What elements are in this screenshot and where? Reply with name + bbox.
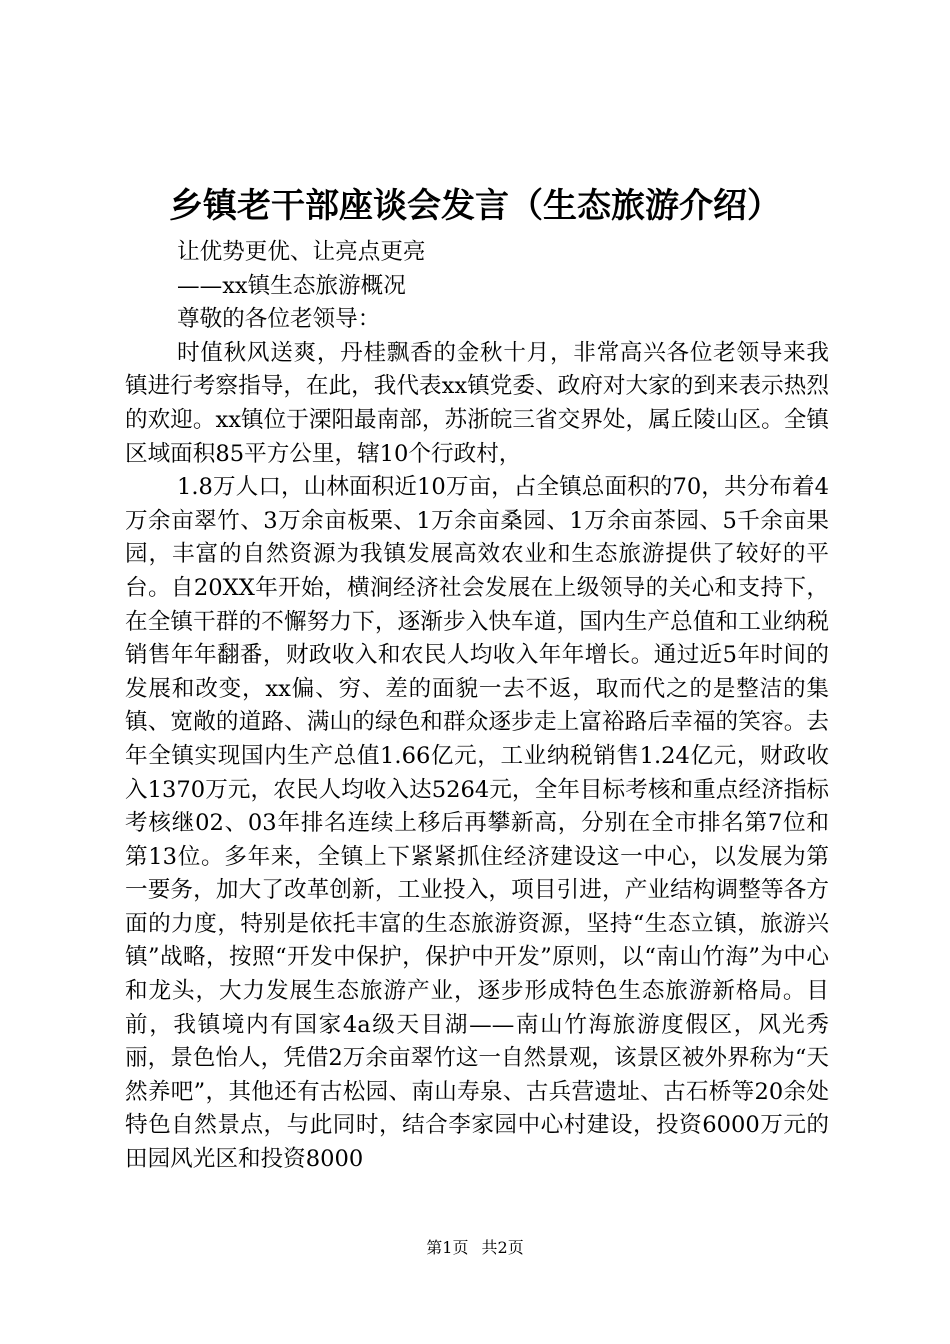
document-subheading: ——xx镇生态旅游概况 [177,272,406,299]
page-total: 共2页 [481,1238,524,1257]
document-body [125,236,829,1177]
paragraph: 时值秋风送爽，丹桂飘香的金秋十月，非常高兴各位老领导来我镇进行考察指导，在此，我代表xx镇党委、政府对大家的到来表示热烈的欢迎。xx镇位于溧阳最南部，苏浙皖三省交界处，属丘陵山区。全镇区域面积85平方公里，辖10个行政村， [125,339,829,467]
document-subtitle: 让优势更优、让亮点更亮 [177,239,426,265]
document-salutation: 尊敬的各位老领导： [177,306,381,333]
document-title: 乡镇老干部座谈会发言（生态旅游介绍） [169,186,781,226]
page-number: 第1页 [426,1238,469,1257]
paragraph: 1.8万人口，山林面积近10万亩，占全镇总面积的70，共分布着4万余亩翠竹、3万余亩板栗、1万余亩桑园、1万余亩茶园、5千余亩果园，丰富的自然资源为我镇发展高效农业和生态旅游提供了较好的平台。自20XX年开始，横涧经济社会发展在上级领导的关心和支持下，在全镇干群的不懈努力下，逐渐步入快车道，国内生产总值和工业纳税销售年年翻番，财政收入和农民人均收入年年增长。通过近5年时间的发展和改变，xx偏、穷、差的面貌一去不返，取而代之的是整洁的集镇、宽敞的道路、满山的绿色和群众逐步走上富裕路后幸福的笑容。去年全镇实现国内生产总值1.66亿元，工业纳税销售1.24亿元，财政收入1370万元，农民人均收入达5264元，全年目标考核和重点经济指标考核继02、03年排名连续上移后再攀新高，分别在全市排名第7位和第13位。多年来，全镇上下紧紧抓住经济建设这一中心，以发展为第一要务，加大了改革创新，工业投入，项目引进，产业结构调整等各方面的力度，特别是依托丰富的生态旅游资源，坚持“生态立镇，旅游兴镇”战略，按照“开发中保护，保护中开发”原则，以“南山竹海”为中心和龙头，大力发展生态旅游产业，逐步形成特色生态旅游新格局。目前，我镇境内有国家4a级天目湖——南山竹海旅游度假区，风光秀丽，景色怡人，凭借2万余亩翠竹这一自然景观，该景区被外界称为“天然养吧”，其他还有古松园、南山寿泉、古兵营遗址、古石桥等20余处特色自然景点，与此同时，结合李家园中心村建设，投资6000万元的田园风光区和投资8000 [125,474,829,1173]
page-footer [0,1236,950,1260]
